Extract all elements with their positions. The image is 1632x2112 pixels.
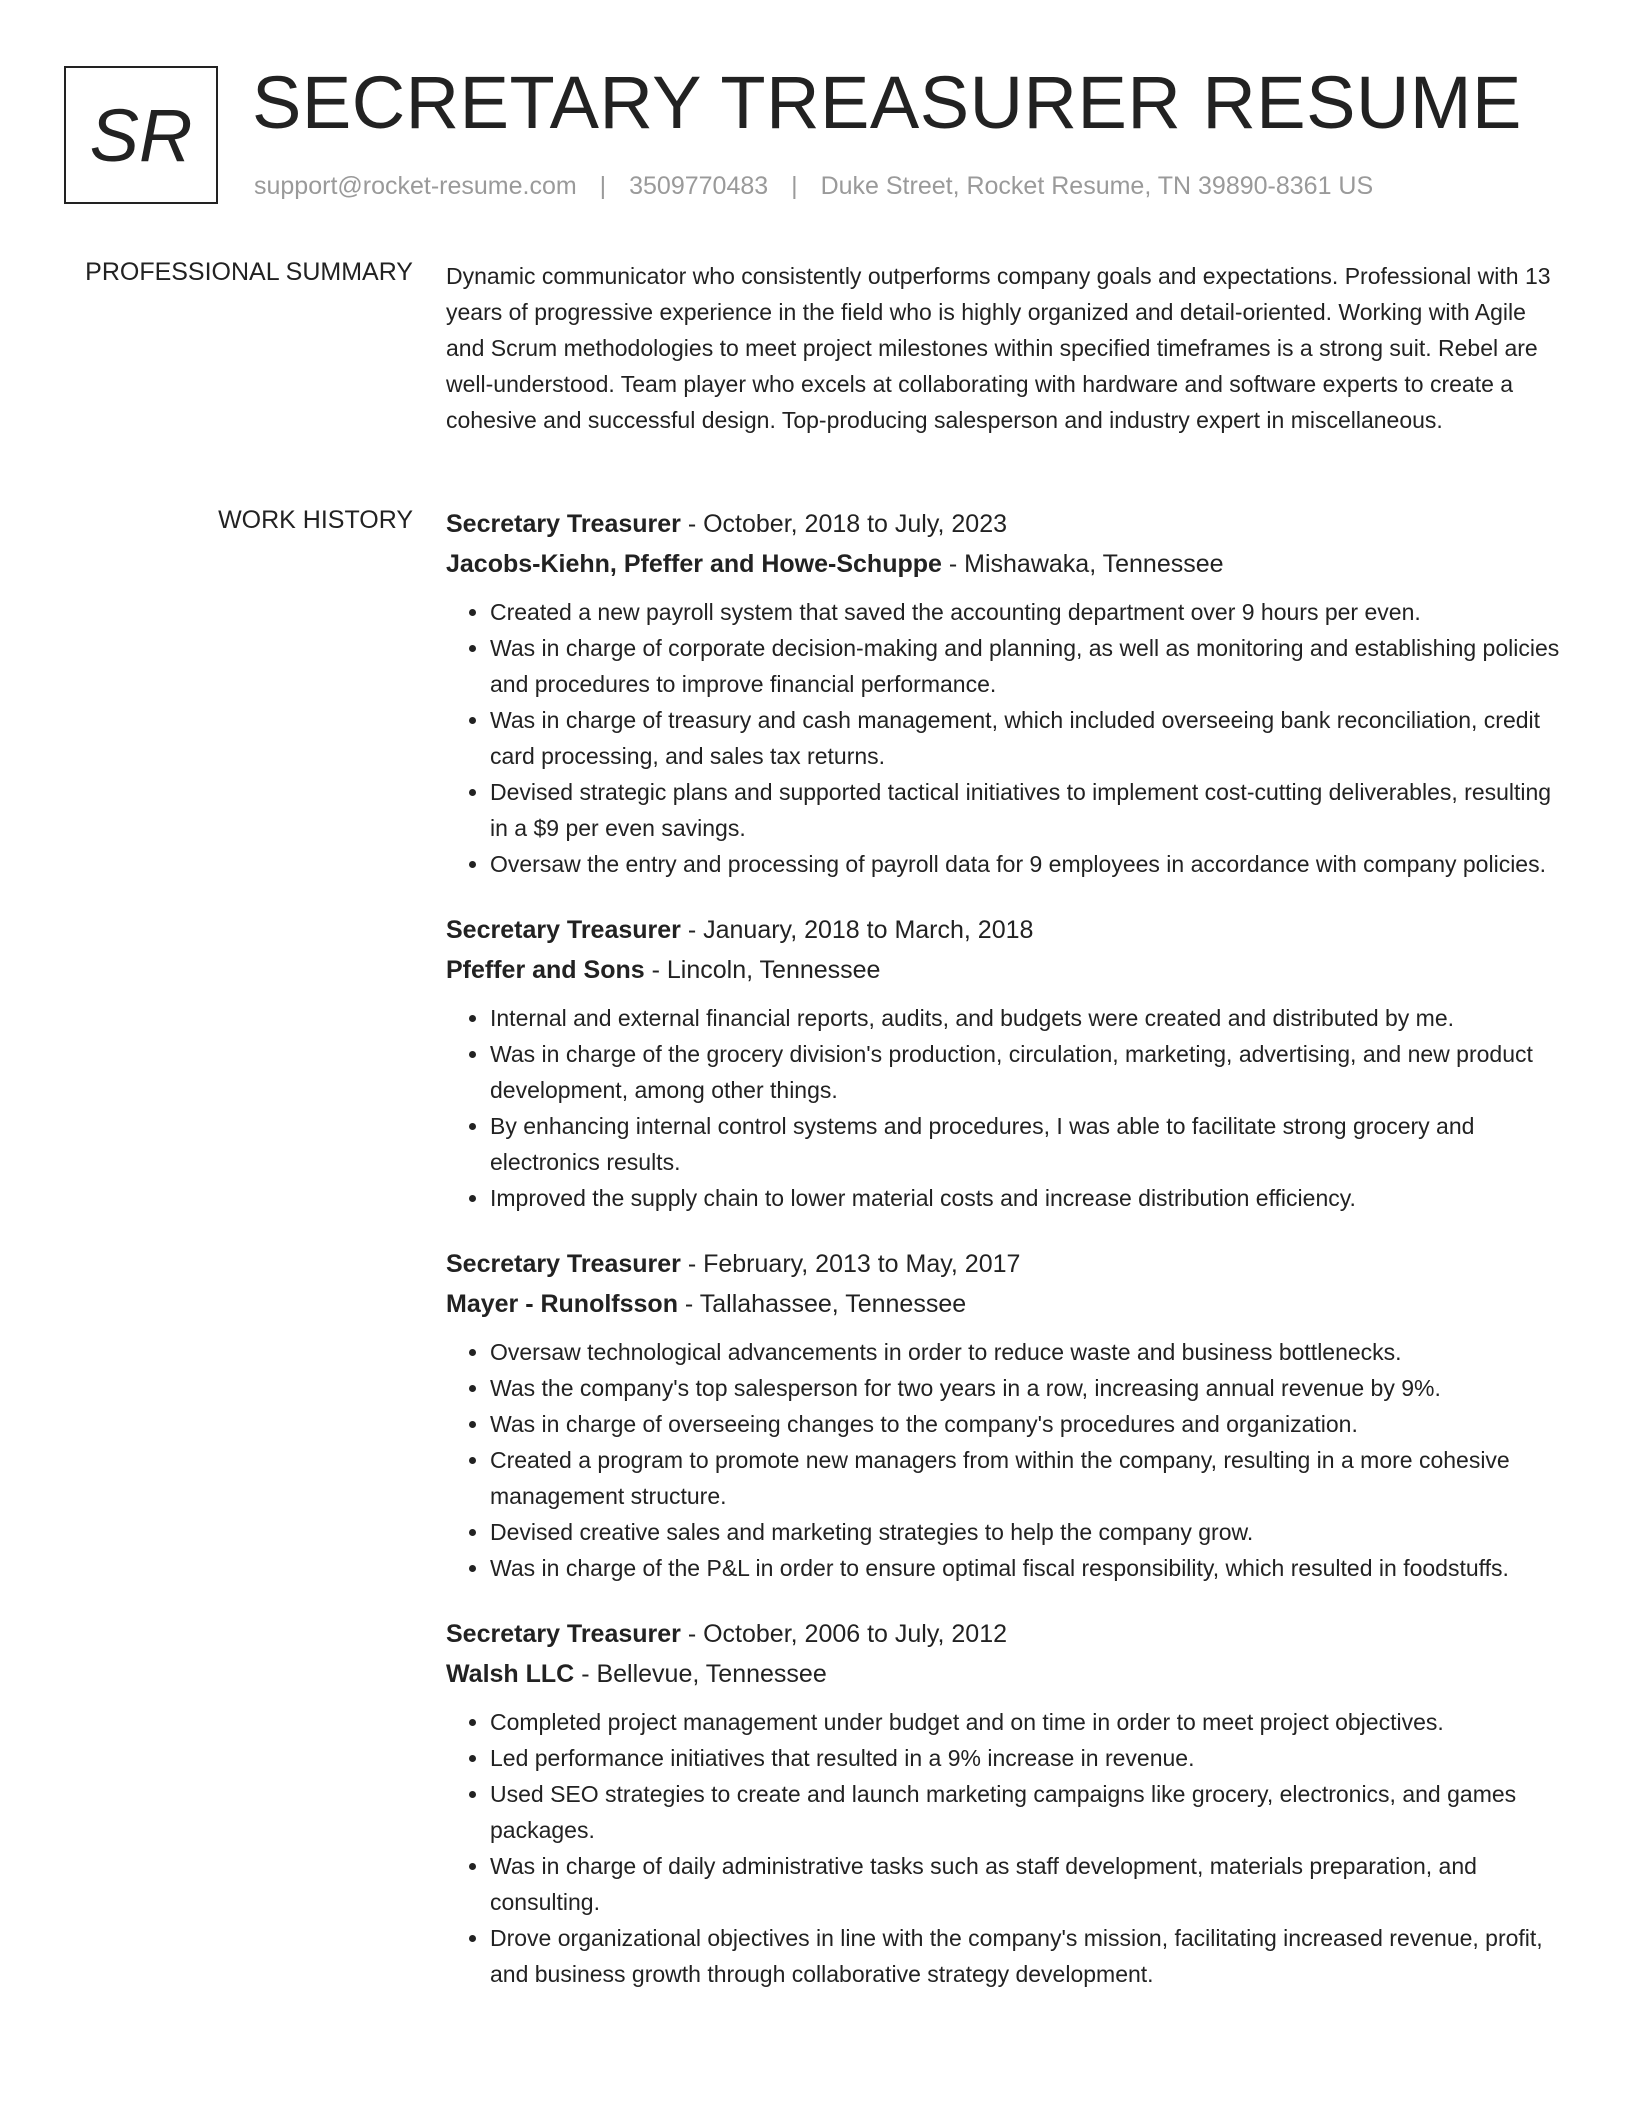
- job-dates: - October, 2018 to July, 2023: [680, 510, 1008, 538]
- job-title-line: [446, 1614, 1566, 1654]
- contact-phone: 3509770483: [629, 172, 769, 200]
- resume-title: SECRETARY TREASURER RESUME: [252, 61, 1522, 144]
- job-company-line: [446, 1284, 1566, 1324]
- job-bullet: • Was in charge of corporate decision-making and planning, as well as monitoring and establishing policies and procedures to improve financial performance.: [490, 630, 1566, 702]
- job-title: Secretary Treasurer: [446, 510, 681, 538]
- job-title-line: [446, 504, 1566, 544]
- contact-separator: |: [599, 172, 607, 200]
- monogram-initials: SR: [89, 93, 193, 177]
- job-company: Mayer - Runolfsson: [446, 1290, 678, 1318]
- job-dates: - October, 2006 to July, 2012: [680, 1620, 1008, 1648]
- job-bullet: • Created a new payroll system that saved the accounting department over 9 hours per even.: [490, 594, 1566, 630]
- job-bullet-list: [446, 594, 1566, 882]
- job-entry: [446, 910, 1566, 1216]
- job-location: - Tallahassee, Tennessee: [677, 1290, 967, 1318]
- job-company: Jacobs-Kiehn, Pfeffer and Howe-Schuppe: [446, 550, 942, 578]
- job-bullet: • Led performance initiatives that resulted in a 9% increase in revenue.: [490, 1740, 1566, 1776]
- job-bullet: • By enhancing internal control systems and procedures, I was able to facilitate strong grocery and electronics results.: [490, 1108, 1566, 1180]
- job-entry: [446, 1614, 1566, 1992]
- job-company-line: [446, 1654, 1566, 1694]
- job-location: - Mishawaka, Tennessee: [941, 550, 1224, 578]
- job-bullet: • Was in charge of overseeing changes to the company's procedures and organization.: [490, 1406, 1566, 1442]
- job-title-line: [446, 910, 1566, 950]
- job-title: Secretary Treasurer: [446, 1250, 681, 1278]
- job-bullet: • Was in charge of the grocery division's production, circulation, marketing, advertising, and new product development, among other things.: [490, 1036, 1566, 1108]
- contact-separator: |: [791, 172, 798, 200]
- job-bullet: • Created a program to promote new managers from within the company, resulting in a more cohesive management structure.: [490, 1442, 1566, 1514]
- job-company: Pfeffer and Sons: [446, 956, 645, 984]
- job-bullet: • Oversaw the entry and processing of payroll data for 9 employees in accordance with company policies.: [490, 846, 1566, 882]
- job-bullet: • Internal and external financial reports, audits, and budgets were created and distributed by me.: [490, 1000, 1566, 1036]
- job-location: - Bellevue, Tennessee: [574, 1660, 827, 1688]
- job-bullet: • Drove organizational objectives in line with the company's mission, facilitating increased revenue, profit, and business growth through collaborative strategy development.: [490, 1920, 1566, 1992]
- professional-summary-text: Dynamic communicator who consistently outperforms company goals and expectations. Professional with 13 years of progressive experience in the field who is highly organized and detail-oriented. Working with Agile and Scrum methodologies to meet project milestones within specified timeframes is a strong suit. Rebel are well-understood. Team player who excels at collaborating with hardware and software experts to create a cohesive and successful design. Top-producing salesperson and industry expert in miscellaneous.: [446, 263, 1551, 433]
- job-dates: - February, 2013 to May, 2017: [680, 1250, 1021, 1278]
- job-company-line: [446, 950, 1566, 990]
- job-title: Secretary Treasurer: [446, 1620, 681, 1648]
- job-bullet-list: [446, 1000, 1566, 1216]
- job-bullet: • Completed project management under budget and on time in order to meet project objectives.: [490, 1704, 1566, 1740]
- job-title: Secretary Treasurer: [446, 916, 681, 944]
- job-bullet: • Was in charge of daily administrative tasks such as staff development, materials preparation, and consulting.: [490, 1848, 1566, 1920]
- job-bullet: • Was in charge of the P&L in order to ensure optimal fiscal responsibility, which resulted in foodstuffs.: [490, 1550, 1566, 1586]
- contact-address: Duke Street, Rocket Resume, TN 39890-8361 US: [820, 172, 1374, 200]
- job-bullet: • Was in charge of treasury and cash management, which included overseeing bank reconciliation, credit card processing, and sales tax returns.: [490, 702, 1566, 774]
- monogram-logo: [64, 66, 218, 204]
- section-label-work-history: WORK HISTORY: [218, 506, 413, 534]
- job-dates: - January, 2018 to March, 2018: [680, 916, 1034, 944]
- job-company: Walsh LLC: [446, 1660, 575, 1688]
- job-bullet-list: [446, 1334, 1566, 1586]
- job-location: - Lincoln, Tennessee: [644, 956, 881, 984]
- job-bullet: • Was the company's top salesperson for two years in a row, increasing annual revenue by 9%.: [490, 1370, 1566, 1406]
- work-history: [446, 504, 1566, 2020]
- job-bullet: • Devised strategic plans and supported tactical initiatives to implement cost-cutting deliverables, resulting in a $9 per even savings.: [490, 774, 1566, 846]
- job-company-line: [446, 544, 1566, 584]
- job-entry: [446, 504, 1566, 882]
- job-entry: [446, 1244, 1566, 1586]
- job-bullet-list: [446, 1704, 1566, 1992]
- job-title-line: [446, 1244, 1566, 1284]
- contact-email: support@rocket-resume.com: [254, 172, 577, 200]
- job-bullet: • Devised creative sales and marketing strategies to help the company grow.: [490, 1514, 1566, 1550]
- job-bullet: • Improved the supply chain to lower material costs and increase distribution efficiency.: [490, 1180, 1566, 1216]
- job-bullet: • Oversaw technological advancements in order to reduce waste and business bottlenecks.: [490, 1334, 1566, 1370]
- job-bullet: • Used SEO strategies to create and launch marketing campaigns like grocery, electronics, and games packages.: [490, 1776, 1566, 1848]
- section-label-professional-summary: PROFESSIONAL SUMMARY: [85, 258, 413, 286]
- contact-line: [254, 172, 1373, 201]
